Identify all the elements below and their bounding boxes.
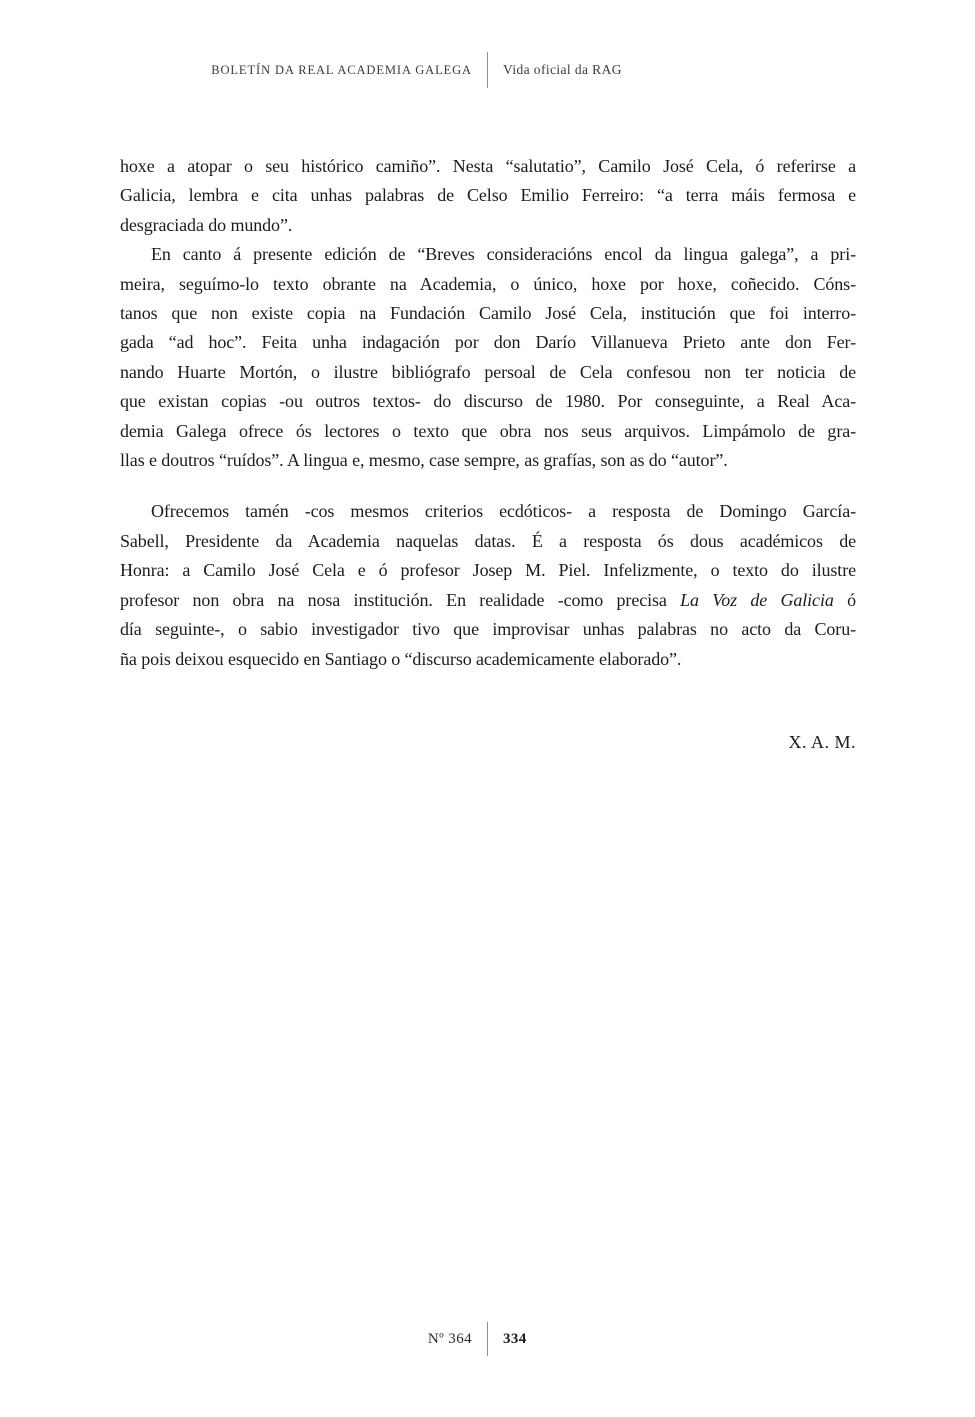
issue-number: Nº 364	[427, 1331, 472, 1347]
footer-right	[488, 1330, 975, 1348]
paragraph	[120, 152, 856, 240]
text-line: Honra: a Camilo José Cela e ó profesor Josep M. Piel. Infelizmente, o texto do ilustre	[120, 560, 856, 581]
text-line: ña pois deixou esquecido en Santiago o “discurso academicamente elaborado”.	[120, 648, 682, 669]
text-line: tanos que non existe copia na Fundación Camilo José Cela, institución que foi interro-	[120, 303, 856, 324]
text-line: llas e doutros “ruídos”. A lingua e, mesmo, case sempre, as grafías, son as do “autor”.	[120, 450, 728, 471]
text-line: demia Galega ofrece ós lectores o texto que obra nos seus arquivos. Limpámolo de gra-	[120, 420, 856, 441]
paragraph	[120, 497, 856, 673]
document-body	[120, 152, 856, 753]
page-header	[0, 52, 975, 88]
page-footer	[0, 1322, 975, 1356]
text-line: desgraciada do mundo”.	[120, 214, 293, 235]
section-label: Vida oficial da RAG	[503, 62, 622, 77]
text-line: Galicia, lembra e cita unhas palabras de Celso Emilio Ferreiro: “a terra máis fermosa e	[120, 185, 856, 206]
text-line: meira, seguímo-lo texto obrante na Academia, o único, hoxe por hoxe, coñecido. Cóns-	[120, 273, 856, 294]
text-line: Ofrecemos tamén -cos mesmos criterios ecdóticos- a resposta de Domingo García-	[151, 501, 856, 522]
journal-title: BOLETÍN DA REAL ACADEMIA GALEGA	[211, 63, 472, 77]
header-right	[488, 61, 975, 79]
text-line: En canto á presente edición de “Breves consideracións encol da lingua galega”, a pri-	[151, 244, 856, 265]
text-line: profesor non obra na nosa institución. En realidade -como precisa La Voz de Galicia ó	[120, 589, 857, 610]
text-line: que existan copias -ou outros textos- do discurso de 1980. Por conseguinte, a Real Aca-	[120, 391, 856, 412]
footer-left	[0, 1330, 487, 1348]
text-line: Sabell, Presidente da Academia naquelas datas. É a resposta ós dous académicos de	[120, 530, 856, 551]
text-line: gada “ad hoc”. Feita unha indagación por don Darío Villanueva Prieto ante don Fer-	[120, 332, 856, 353]
paragraph	[120, 240, 856, 475]
header-left	[0, 61, 487, 79]
text-line: hoxe a atopar o seu histórico camiño”. Nesta “salutatio”, Camilo José Cela, ó referirse a	[120, 156, 856, 176]
page-number: 334	[503, 1331, 527, 1347]
author-initials: X. A. M.	[788, 731, 856, 752]
text-line: día seguinte-, o sabio investigador tivo que improvisar unhas palabras no acto da Coru-	[120, 619, 856, 640]
text-line: nando Huarte Mortón, o ilustre bibliógrafo persoal de Cela confesou non ter noticia de	[120, 361, 856, 382]
